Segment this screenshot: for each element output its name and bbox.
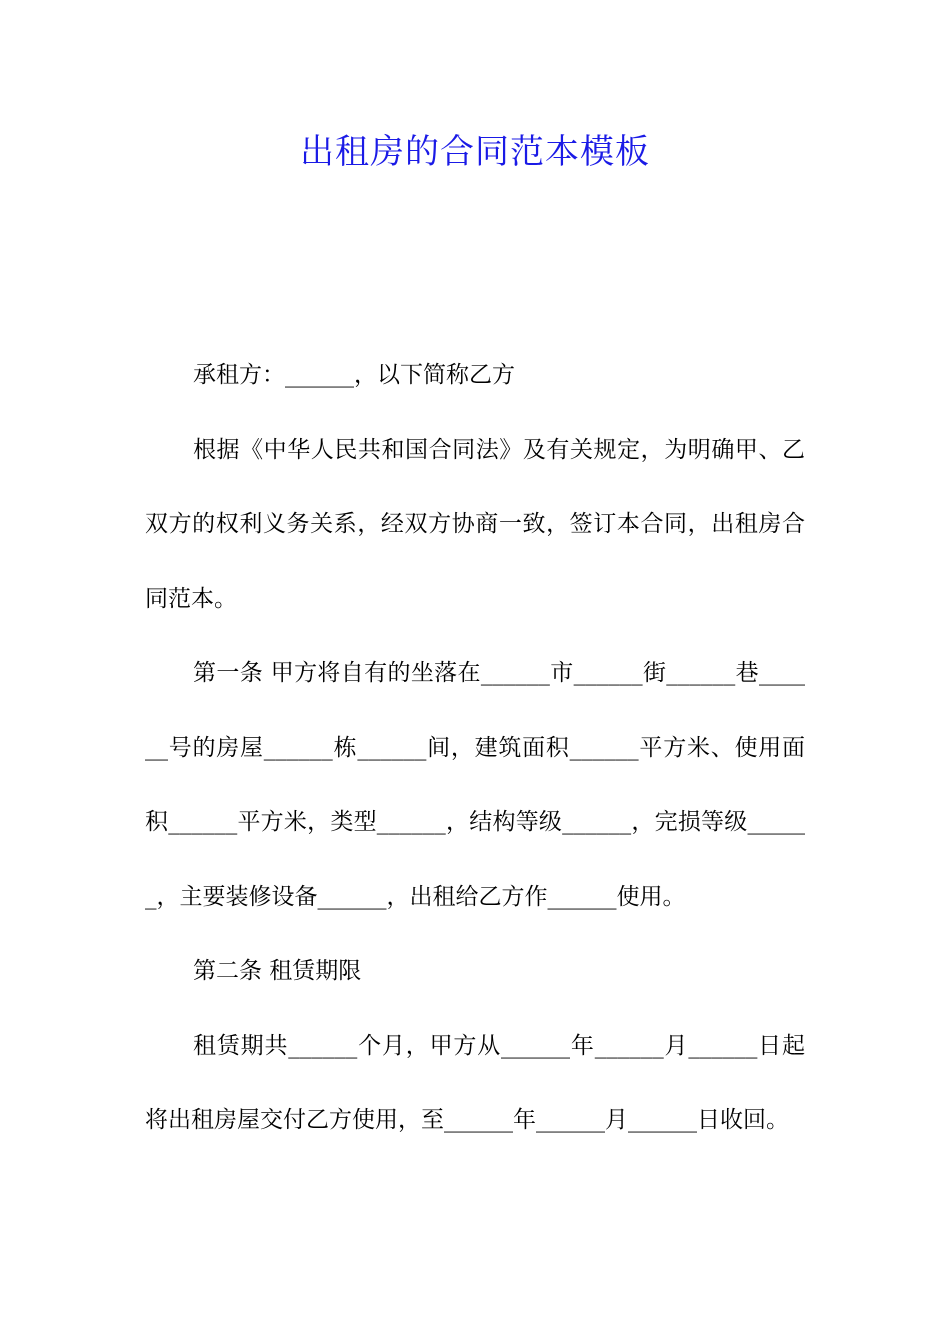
- document-body: [145, 338, 805, 1158]
- paragraph-preamble: 根据《中华人民共和国合同法》及有关规定，为明确甲、乙双方的权利义务关系，经双方协商一致，签订本合同，出租房合同范本。: [145, 436, 805, 612]
- paragraph-article-2-body: 租赁期共______个月，甲方从______年______月______日起将出租房屋交付乙方使用，至______年______月______日收回。: [145, 1032, 805, 1133]
- paragraph-article-2-heading: 第二条 租赁期限: [193, 958, 362, 984]
- paragraph-tenant: 承租方：______，以下简称乙方: [193, 362, 515, 388]
- paragraph-article-1: 第一条 甲方将自有的坐落在______市______街______巷______号的房屋______栋______间，建筑面积______平方米、使用面积______平方米，类型______，结构等级______，完损等级______，主要装修设备______，出租给乙方作______使用。: [145, 660, 805, 910]
- document-title: 出租房的合同范本模板: [300, 132, 650, 172]
